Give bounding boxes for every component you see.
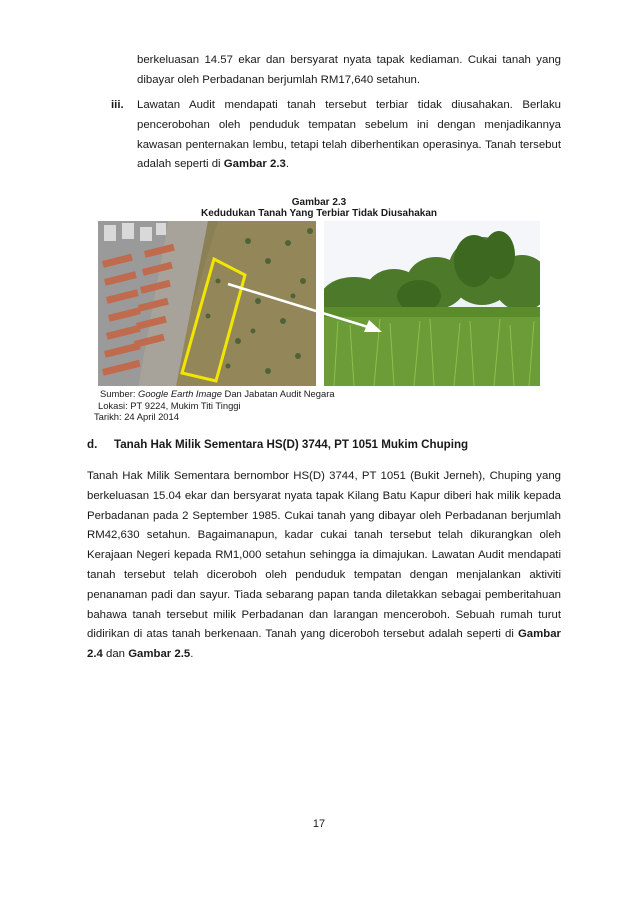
- section-label: d.: [87, 438, 98, 451]
- figure-reference: Gambar 2.3: [223, 158, 286, 171]
- figure-number: Gambar 2.3: [291, 197, 347, 208]
- figure-title: [150, 197, 488, 219]
- list-item-text-end: .: [285, 158, 289, 171]
- paragraph-text-mid: dan: [102, 648, 129, 661]
- page-number: 17: [312, 818, 326, 830]
- list-item-text-body: Lawatan Audit mendapati tanah tersebut terbiar tidak diusahakan. Berlaku pencerobohan oleh penduduk tempatan sebelum ini dengan menjadikannya kawasan penternakan lembu, tetapi telah diberhentikan operasinya. Tanah tersebut adalah seperti di: [137, 99, 561, 171]
- figure-caption: Kedudukan Tanah Yang Terbiar Tidak Diusahakan: [201, 208, 437, 219]
- paragraph-text: Tanah Hak Milik Sementara bernombor HS(D) 3744, PT 1051 (Bukit Jerneh), Chuping yang berkeluasan 15.04 ekar dan bersyarat nyata tapak Kilang Batu Kapur diberi hak milik kepada Perbadanan pada 2 September 1985. Cukai tanah yang dibayar oleh Perbadanan berjumlah RM42,630 setahun. Bagaimanapun, kadar cukai tanah tersebut telah dikurangkan oleh Kerajaan Negeri kepada RM1,000 setahun sehingga ia dimajukan. Lawatan Audit mendapati tanah tersebut telah diceroboh oleh penduduk tempatan dengan menjalankan aktiviti penanaman padi dan sayur. Tiada sebarang papan tanda diletakkan sebagai pemberitahuan bahawa tanah tersebut milik Perbadanan dan larangan menceroboh. Sebuah rumah turut didirikan di atas tanah berkenaan. Tanah yang diceroboh tersebut adalah seperti di: [87, 470, 561, 641]
- paragraph-line: dibayar oleh Perbadanan berjumlah RM17,640 setahun.: [137, 73, 421, 86]
- figure-reference: Gambar 2.5: [128, 648, 191, 661]
- paragraph-body: [87, 467, 561, 665]
- source-prefix: Sumber:: [100, 388, 139, 399]
- source-line: [100, 388, 335, 400]
- list-item-text: [137, 96, 561, 175]
- paragraph-continuation: [137, 51, 561, 91]
- date-line: Tarikh: 24 April 2014: [94, 411, 179, 423]
- section-title: Tanah Hak Milik Sementara HS(D) 3744, PT 1051 Mukim Chuping: [114, 438, 469, 451]
- figure-source: [94, 388, 335, 423]
- source-italic: Google Earth Image: [138, 388, 222, 399]
- figure-reference: Gambar 2.4: [87, 628, 561, 661]
- list-item-label: iii.: [111, 99, 124, 111]
- arrow-icon: [226, 282, 386, 336]
- location-line: Lokasi: PT 9224, Mukim Titi Tinggi: [98, 399, 241, 411]
- paragraph-text-end: .: [190, 648, 194, 661]
- source-suffix: Dan Jabatan Audit Negara: [221, 388, 335, 399]
- paragraph-line: berkeluasan 14.57 ekar dan bersyarat nyata tapak kediaman. Cukai tanah yang: [137, 54, 561, 66]
